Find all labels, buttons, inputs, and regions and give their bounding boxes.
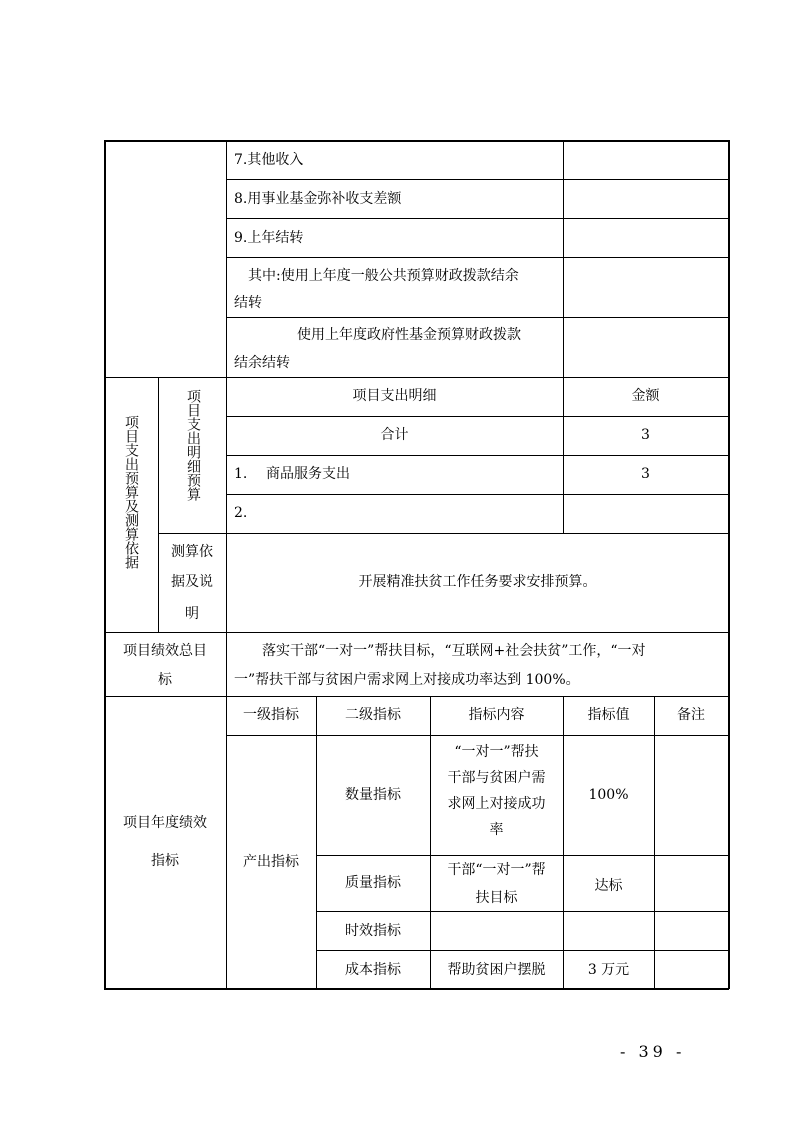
goal-text-line1: 落实干部“一对一”帮扶目标，“互联网+社会扶贫”工作，“一对 bbox=[262, 643, 646, 659]
row-divider bbox=[226, 317, 729, 318]
goal-label-line2: 标 bbox=[158, 672, 172, 688]
cost-content: 帮助贫困户摆脱 bbox=[447, 962, 546, 978]
column-divider bbox=[654, 696, 655, 989]
indicator-label-line2: 指标 bbox=[151, 853, 179, 869]
row-divider bbox=[226, 416, 729, 417]
detail-header: 项目支出明细 bbox=[352, 388, 437, 404]
general-budget-label-line1: 其中:使用上年度一般公共预算财政拨款结余 bbox=[248, 268, 519, 284]
row-divider bbox=[226, 494, 729, 495]
table-right-border bbox=[728, 140, 730, 989]
cost-value: 3 万元 bbox=[587, 962, 630, 978]
total-value: 3 bbox=[641, 427, 650, 443]
row-divider bbox=[226, 455, 729, 456]
header-value: 指标值 bbox=[587, 707, 630, 723]
general-budget-label-line2: 结转 bbox=[234, 295, 262, 311]
item1-label: 商品服务支出 bbox=[266, 466, 350, 482]
row-divider bbox=[226, 218, 729, 219]
row-divider bbox=[226, 257, 729, 258]
page-number: - 39 - bbox=[620, 1042, 686, 1061]
quantity-value: 100% bbox=[588, 787, 629, 803]
amount-header: 金额 bbox=[631, 388, 660, 404]
row-divider bbox=[158, 533, 729, 534]
column-divider bbox=[226, 140, 227, 377]
section-divider bbox=[104, 632, 729, 633]
quality-content-line: 干部“一对一”帮 bbox=[447, 862, 546, 878]
header-level2: 二级指标 bbox=[345, 707, 401, 723]
column-divider bbox=[226, 632, 227, 989]
quantity-content-line: 干部与贫困户需 bbox=[447, 770, 546, 786]
indicator-label-line1: 项目年度绩效 bbox=[123, 815, 207, 831]
row-divider bbox=[226, 179, 729, 180]
basis-label-line2: 据及说 bbox=[171, 574, 213, 590]
table-bottom-border bbox=[104, 988, 729, 990]
expense-inner-label bbox=[184, 389, 202, 501]
column-divider bbox=[563, 140, 564, 377]
total-label: 合计 bbox=[380, 427, 409, 443]
row-divider bbox=[226, 735, 729, 736]
quantity-indicator-name: 数量指标 bbox=[345, 787, 401, 803]
goal-label-line1: 项目绩效总目 bbox=[123, 643, 207, 659]
timeliness-indicator-name: 时效指标 bbox=[345, 923, 401, 939]
expense-outer-label bbox=[122, 415, 140, 569]
quantity-content-line: “一对一”帮扶 bbox=[454, 744, 539, 760]
gov-fund-label-line2: 结余结转 bbox=[234, 355, 290, 371]
row-divider bbox=[316, 911, 729, 912]
gov-fund-label-line1: 使用上年度政府性基金预算财政拨款 bbox=[297, 327, 521, 343]
level1-output: 产出指标 bbox=[243, 854, 299, 870]
item1-number: 1. bbox=[234, 466, 248, 482]
cost-indicator-name: 成本指标 bbox=[345, 962, 401, 978]
header-note: 备注 bbox=[677, 707, 705, 723]
quality-indicator-name: 质量指标 bbox=[345, 875, 401, 891]
quantity-content-line: 求网上对接成功 bbox=[447, 796, 546, 812]
expense-outer-label-text: 项目支出预算及测算依据 bbox=[123, 415, 139, 569]
other-income-label: 7.其他收入 bbox=[234, 152, 304, 168]
item2-number: 2. bbox=[234, 505, 248, 521]
expense-inner-label-text: 项目支出明细预算 bbox=[185, 389, 201, 501]
row-divider bbox=[316, 855, 729, 856]
fund-make-up-label: 8.用事业基金弥补收支差额 bbox=[234, 191, 402, 207]
basis-text: 开展精准扶贫工作任务要求安排预算。 bbox=[358, 574, 597, 590]
quantity-content-line: 率 bbox=[489, 822, 504, 838]
basis-label-line1: 测算依 bbox=[171, 544, 213, 560]
basis-label-line3: 明 bbox=[185, 606, 199, 622]
row-divider bbox=[316, 950, 729, 951]
header-content: 指标内容 bbox=[468, 707, 525, 723]
goal-text-line2: 一”帮扶干部与贫困户需求网上对接成功率达到 100%。 bbox=[234, 672, 580, 688]
item1-value: 3 bbox=[641, 466, 650, 482]
section-divider bbox=[104, 696, 729, 697]
section-divider bbox=[104, 377, 729, 378]
column-divider bbox=[316, 696, 317, 989]
table-top-border bbox=[104, 140, 729, 142]
column-divider bbox=[563, 696, 564, 989]
quality-value: 达标 bbox=[594, 878, 623, 894]
last-year-carry-label: 9.上年结转 bbox=[234, 230, 304, 246]
header-level1: 一级指标 bbox=[243, 707, 299, 723]
quality-content-line: 扶目标 bbox=[475, 890, 518, 906]
